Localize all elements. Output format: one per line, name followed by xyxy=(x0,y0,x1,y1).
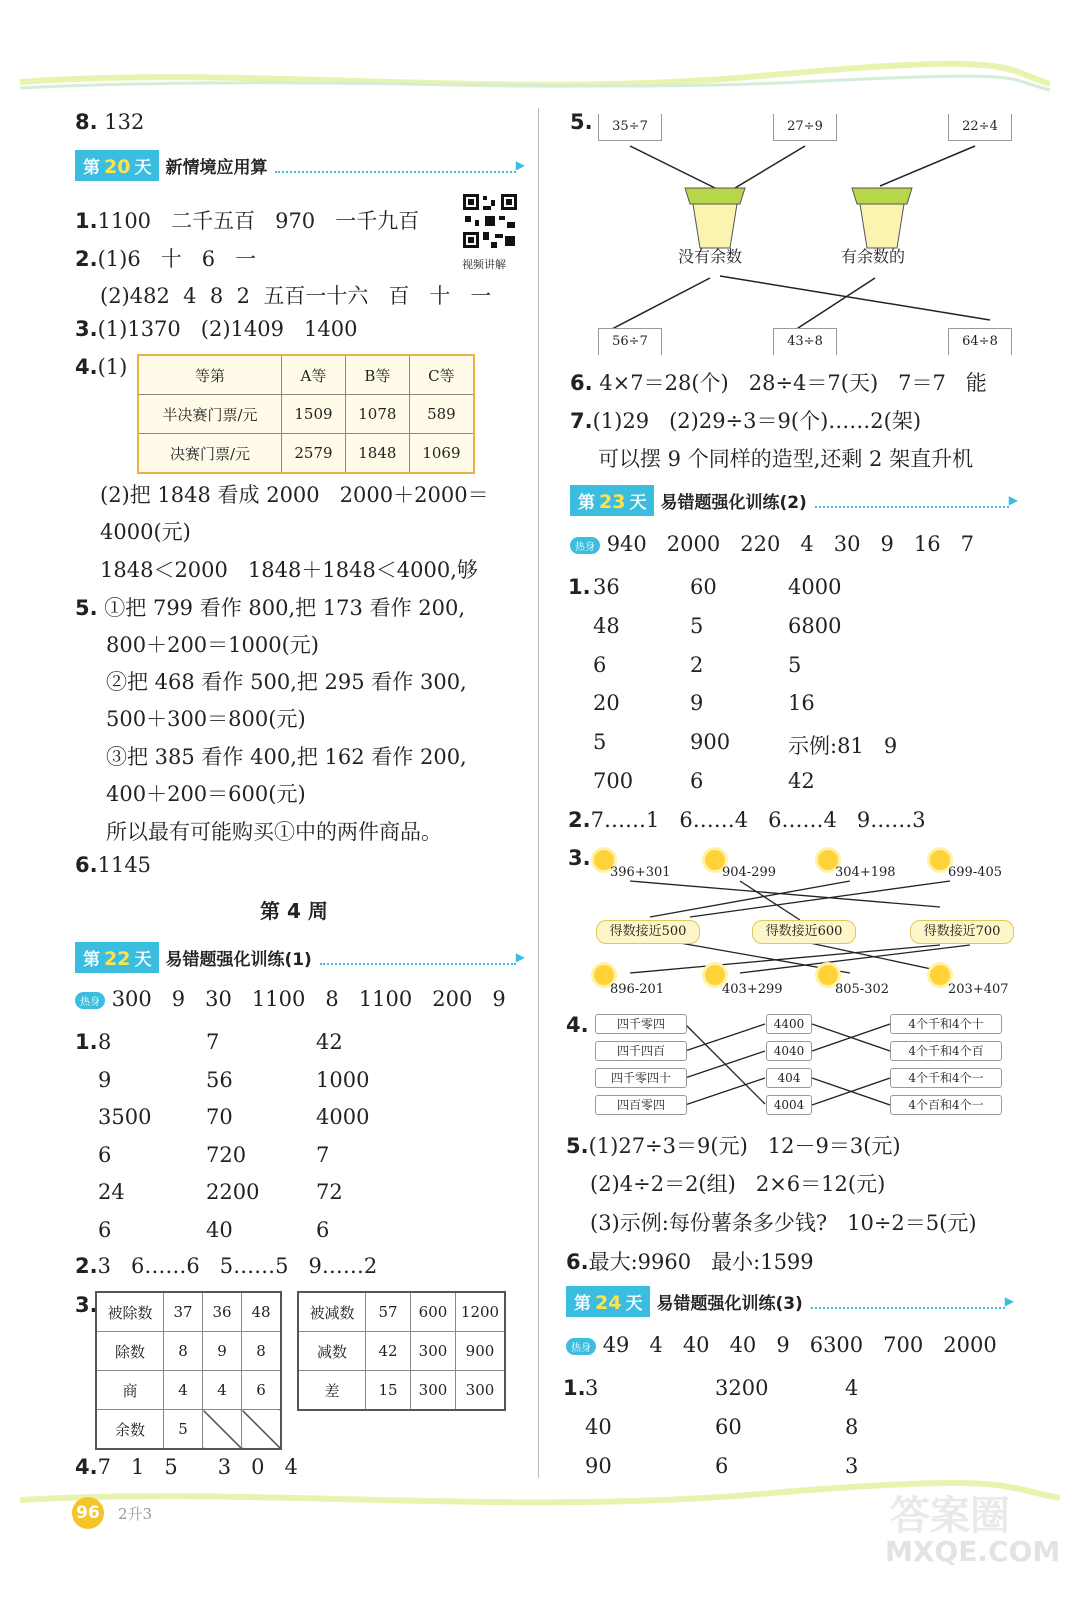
expr-bottom-3: 805-302 xyxy=(835,982,890,997)
answer-cell: 6 xyxy=(715,1453,729,1478)
match-card-right: 4个千和4个十 xyxy=(890,1014,1002,1034)
top-decor-band xyxy=(0,60,1087,100)
sun-icon xyxy=(930,850,950,870)
match-card-left: 四百零四 xyxy=(595,1095,687,1115)
answer-cell: 60 xyxy=(690,575,717,599)
answer-cell: 7 xyxy=(316,1142,330,1167)
answer-cell: 720 xyxy=(206,1142,247,1167)
d20-q5: 5. ①把 799 看作 800,把 173 看作 200, xyxy=(75,596,466,620)
answer-cell: 2 xyxy=(690,652,704,677)
match-card-right: 4个百和4个一 xyxy=(890,1095,1002,1115)
d20-q5l4: 500＋300＝800(元) xyxy=(106,707,306,731)
answer-cell: 2200 xyxy=(206,1180,260,1204)
answer-cell: 3500 xyxy=(98,1105,152,1129)
answer-cell: 900 xyxy=(690,730,731,755)
bin-label-1: 没有余数 xyxy=(678,247,743,266)
match-card-right: 4个千和4个百 xyxy=(890,1041,1002,1061)
d23-warm: 热身 940 2000 220 4 30 9 16 7 xyxy=(570,532,974,556)
answer-cell: 3 xyxy=(845,1453,859,1478)
d20-q6: 6.1145 xyxy=(75,853,152,877)
answer-cell: 6800 xyxy=(788,613,842,638)
d20-q5l5: ③把 385 看作 400,把 162 看作 200, xyxy=(106,745,467,769)
section-title: 易错题强化训练(3) xyxy=(656,1293,803,1314)
watermark-url: MXQE.COM xyxy=(885,1535,1061,1568)
expr-top-1: 396+301 xyxy=(610,865,671,880)
answer-cell: 60 xyxy=(715,1414,742,1439)
expr-bottom-1: 896-201 xyxy=(610,982,665,997)
expr-top-3: 304+198 xyxy=(835,865,896,880)
answer-cell: 6 xyxy=(316,1217,330,1242)
bin-no-remainder xyxy=(685,188,745,248)
bin-with-remainder xyxy=(852,188,912,248)
day-tag: 第 24 天 xyxy=(566,1286,650,1317)
answer-cell: 5 xyxy=(593,730,607,755)
day-tag: 第 23 天 xyxy=(570,485,654,516)
answer-cell: 56 xyxy=(206,1067,233,1092)
answer-cell: 5 xyxy=(690,613,704,638)
grade-code: 2升3 xyxy=(118,1505,153,1523)
answer-cell: 24 xyxy=(98,1180,125,1204)
answer-cell: 90 xyxy=(585,1453,612,1478)
answer-cell: 3 xyxy=(585,1376,599,1400)
d20-q5l3: ②把 468 看作 500,把 295 看作 300, xyxy=(106,670,467,694)
column-divider xyxy=(538,108,539,1478)
r-q7: 7.(1)29 (2)29÷3＝9(个)……2(架) xyxy=(570,409,922,433)
ticket-table: 等第 A等 B等 C等 半决赛门票/元 1509 1078 589 决赛门票/元 2579 1848 1069 xyxy=(137,354,475,474)
answer-cell: 20 xyxy=(593,691,620,716)
answer-cell: 70 xyxy=(206,1105,233,1129)
answer-cell: 42 xyxy=(316,1030,343,1054)
match-card-left: 四千零四十 xyxy=(595,1068,687,1088)
answer-cell: 9 xyxy=(98,1067,112,1092)
answer-cell: 4 xyxy=(845,1376,859,1400)
d23-q5b: (2)4÷2＝2(组) 2×6＝12(元) xyxy=(590,1172,886,1196)
d24-q1-n: 1. xyxy=(563,1376,586,1400)
match-card-mid: 404 xyxy=(766,1068,812,1088)
answer-cell: 700 xyxy=(593,769,634,793)
answer-cell: 6 xyxy=(593,652,607,677)
day-tag: 第 22 天 xyxy=(75,942,159,973)
match-card-left: 四千四百 xyxy=(595,1041,687,1061)
d20-q2b: (2)482 4 8 2 五百一十六 百 十 一 xyxy=(100,284,492,308)
card-bottom-3: 64÷8 xyxy=(948,328,1012,355)
d22-q3-n: 3. xyxy=(75,1293,98,1317)
expr-top-2: 904-299 xyxy=(722,865,777,880)
answer-cell: 16 xyxy=(788,691,815,716)
day23-header: 第 23 天 易错题强化训练(2) ▶ xyxy=(570,485,1018,515)
d20-q1: 1.1100 二千五百 970 一千九百 xyxy=(75,209,420,233)
answer-cell: 1000 xyxy=(316,1067,370,1092)
d23-q3-n: 3. xyxy=(568,846,591,870)
answer-cell: 3200 xyxy=(715,1376,769,1400)
target-500: 得数接近500 xyxy=(596,920,700,944)
answer-cell: 6 xyxy=(98,1142,112,1167)
d23-q1-n: 1. xyxy=(568,575,591,599)
answer-cell: 8 xyxy=(845,1414,859,1439)
week-title: 第 4 周 xyxy=(260,899,328,923)
d23-q2: 2.7……1 6……4 6……4 9……3 xyxy=(568,808,926,832)
bin-sort-diagram xyxy=(590,108,1020,358)
card-bottom-1: 56÷7 xyxy=(598,328,662,355)
section-title: 易错题强化训练(2) xyxy=(660,492,807,513)
card-top-1: 35÷7 xyxy=(598,114,662,141)
d20-q5l6: 400＋200＝600(元) xyxy=(106,782,306,806)
card-bottom-2: 43÷8 xyxy=(773,328,837,355)
page-number-badge: 96 xyxy=(72,1497,104,1529)
d23-q4-n: 4. xyxy=(566,1013,589,1037)
answer-cell: 72 xyxy=(316,1180,343,1204)
d24-warm: 热身 49 4 40 40 9 6300 700 2000 xyxy=(566,1333,997,1357)
d20-q5l7: 所以最有可能购买①中的两件商品。 xyxy=(106,820,442,844)
d22-q2: 2.3 6……6 5……5 9……2 xyxy=(75,1254,378,1278)
answer-cell: 42 xyxy=(788,769,815,793)
day-tag: 第 20 天 xyxy=(75,150,159,181)
day24-header: 第 24 天 易错题强化训练(3) ▶ xyxy=(566,1286,1014,1316)
expr-bottom-4: 203+407 xyxy=(948,982,1009,997)
day20-header: 第 20 天 新情境应用算 ▶ xyxy=(75,150,525,180)
r-q5-n: 5. xyxy=(570,110,593,134)
d20-q4b3: 1848＜2000 1848＋1848＜4000,够 xyxy=(100,558,478,582)
answer-cell: 6 xyxy=(98,1217,112,1242)
d22-warm: 热身 300 9 30 1100 8 1100 200 9 xyxy=(75,987,506,1011)
match-card-left: 四千零四 xyxy=(595,1014,687,1034)
expr-bottom-2: 403+299 xyxy=(722,982,783,997)
d20-q5l2: 800＋200＝1000(元) xyxy=(106,633,319,657)
expr-top-4: 699-405 xyxy=(948,865,1003,880)
division-table: 被除数 37 36 48 除数 8 9 8 商 4 4 6 余数 5 xyxy=(95,1291,282,1450)
day22-header: 第 22 天 易错题强化训练(1) ▶ xyxy=(75,942,525,972)
match-card-mid: 4400 xyxy=(766,1014,812,1034)
d22-q4: 4.7 1 5 3 0 4 xyxy=(75,1455,298,1479)
answer-cell: 9 xyxy=(690,691,704,716)
l-q8: 8. 132 xyxy=(75,110,145,134)
r-q7b: 可以摆 9 个同样的造型,还剩 2 架直升机 xyxy=(598,447,974,471)
answer-cell: 6 xyxy=(690,769,704,793)
d22-q1-n: 1. xyxy=(75,1030,98,1054)
d23-q5c: (3)示例:每份薯条多少钱? 10÷2＝5(元) xyxy=(590,1211,977,1235)
answer-cell: 8 xyxy=(98,1030,112,1054)
d23-q6: 6.最大:9960 最小:1599 xyxy=(566,1250,814,1274)
r-q6: 6. 4×7＝28(个) 28÷4＝7(天) 7＝7 能 xyxy=(570,371,987,395)
d20-q4: 4.(1) xyxy=(75,355,128,379)
qr-code xyxy=(461,192,519,250)
sun-icon xyxy=(930,965,950,985)
section-title: 易错题强化训练(1) xyxy=(165,949,312,970)
d20-q4b1: (2)把 1848 看成 2000 2000＋2000＝ xyxy=(100,483,489,507)
answer-cell: 4000 xyxy=(788,575,842,599)
answer-cell: 36 xyxy=(593,575,620,599)
target-600: 得数接近600 xyxy=(752,920,856,944)
subtraction-table: 被减数 57 600 1200 减数 42 300 900 差 15 300 300 xyxy=(297,1291,506,1411)
answer-cell: 4000 xyxy=(316,1105,370,1129)
d23-q5: 5.(1)27÷3＝9(元) 12－9＝3(元) xyxy=(566,1134,901,1158)
bin-label-2: 有余数的 xyxy=(841,247,906,266)
d20-q3: 3.(1)1370 (2)1409 1400 xyxy=(75,317,358,341)
d20-q2: 2.(1)6 十 6 一 xyxy=(75,247,257,271)
answer-cell: 48 xyxy=(593,613,620,638)
d20-q4b2: 4000(元) xyxy=(100,520,191,544)
answer-cell: 40 xyxy=(206,1217,233,1242)
target-700: 得数接近700 xyxy=(910,920,1014,944)
match-card-right: 4个千和4个一 xyxy=(890,1068,1002,1088)
section-title: 新情境应用算 xyxy=(165,157,268,178)
answer-cell: 5 xyxy=(788,652,802,677)
qr-caption: 视频讲解 xyxy=(462,258,506,271)
match-card-mid: 4004 xyxy=(766,1095,812,1115)
match-card-mid: 4040 xyxy=(766,1041,812,1061)
answer-cell: 7 xyxy=(206,1030,220,1054)
card-top-3: 22÷4 xyxy=(948,114,1012,141)
watermark-logo: 答案圈 xyxy=(890,1493,1010,1539)
card-top-2: 27÷9 xyxy=(773,114,837,141)
answer-cell: 示例:81 9 xyxy=(788,734,898,759)
answer-cell: 40 xyxy=(585,1414,612,1439)
